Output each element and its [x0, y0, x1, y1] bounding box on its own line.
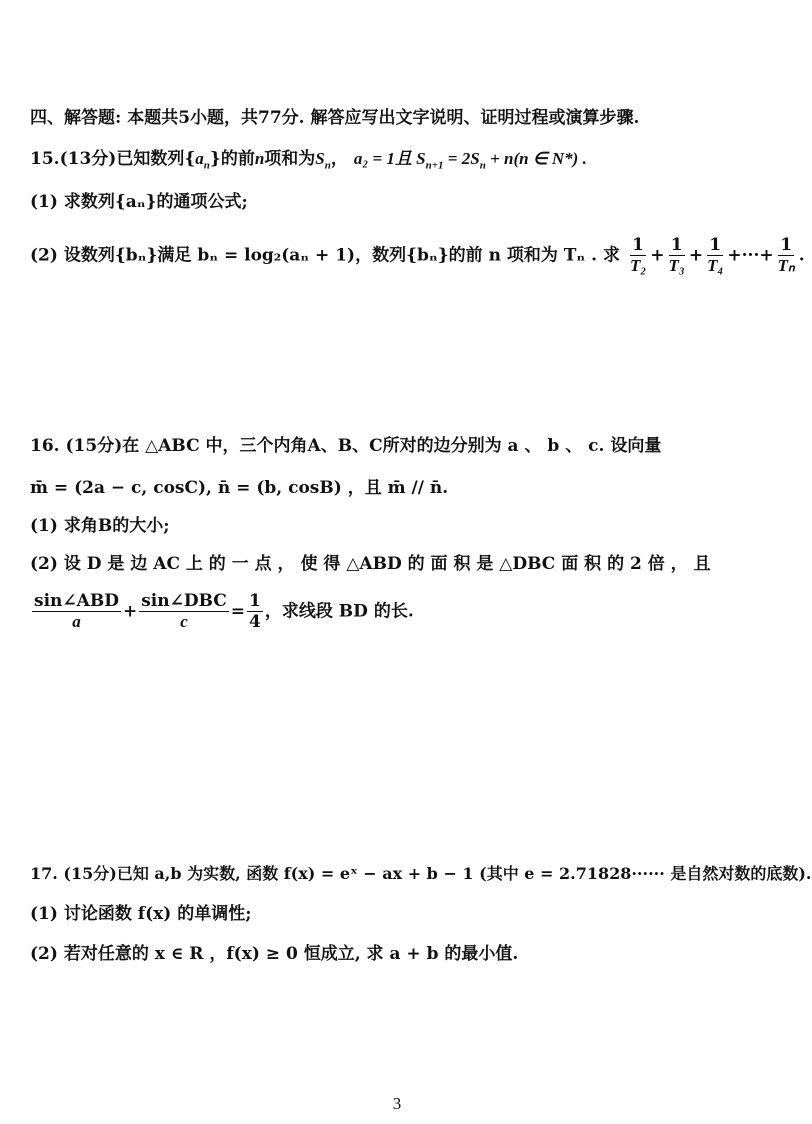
q15-condition-tail: + n(n ∈ N*) . — [485, 149, 587, 168]
q15-part2-text: (2) 设数列{bₙ}满足 bₙ = log₂(aₙ + 1)，数列{bₙ}的前 n 项和为 Tₙ . 求 — [30, 245, 621, 266]
q17-part2: (2) 若对任意的 x ∈ R ，f(x) ≥ 0 恒成立, 求 a + b 的最小值. — [30, 944, 519, 964]
page-number: 3 — [392, 1094, 402, 1113]
q16-line2: m̄ = (2a − c, cosC), n̄ = (b, cosB) ，且 m̄ // n̄. — [30, 478, 449, 498]
q15-points: (13分) — [59, 149, 117, 169]
q16-part2: (2) 设 D 是 边 AC 上 的 一 点 ， 使 得 △ABD 的 面 积 是 △DBC 面 积 的 2 倍 ， 且 — [30, 554, 711, 574]
q16-frac-dbc: $\frac{\text{sin∠DBC}}{c}$ — [141, 591, 227, 631]
q17-line1: 17. (15分)已知 a,b 为实数, 函数 f(x) = eˣ − ax + b − 1 (其中 e = 2.71828······ 是自然对数的底数). — [30, 864, 812, 883]
q16-part1: (1) 求角B的大小; — [30, 516, 170, 536]
q15-n: n — [254, 149, 265, 168]
q16-fraction-equation: $\frac{\text{sin∠ABD}}{a}$ + $\frac{\text{sin∠DBC}}{c}$ = $\frac{1}{4}$ ，求线段 BD 的长. — [34, 591, 414, 632]
q17-part1: (1) 讨论函数 f(x) 的单调性; — [30, 904, 252, 924]
q15-part2: (2) 设数列{bₙ}满足 bₙ = log₂(aₙ + 1)，数列{bₙ}的前 n 项和为 Tₙ . 求 $\frac{1}{\text{T₂}}$ + $\frac{1}{\text{T₃}}$ + $\frac{1}{\text{T₄}}$ +···+ $\frac{1}{\text{Tₙ}}$ . — [30, 235, 805, 275]
section-heading: 四、解答题: 本题共5小题，共77分. 解答应写出文字说明、证明过程或演算步骤. — [30, 108, 640, 128]
q15-condition-rest: = 2S — [443, 149, 480, 168]
q15-mid1: 的前 — [220, 149, 255, 169]
q16-frac-quarter: $\frac{1}{4}$ — [249, 591, 261, 632]
q15-frac-t3: $\frac{1}{\text{T₃}}$ — [668, 235, 685, 275]
q15-end: . — [798, 245, 805, 266]
q16-ask: ，求线段 BD 的长. — [264, 601, 414, 622]
q16-frac-abd: $\frac{\text{sin∠ABD}}{a}$ — [34, 591, 119, 631]
q16-line1: 16. (15分)在 △ABC 中，三个内角A、B、C所对的边分别为 a 、 b 、 c. 设向量 — [30, 436, 662, 456]
q15-frac-t4: $\frac{1}{\text{T₄}}$ — [707, 235, 724, 275]
q15-frac-tn: $\frac{1}{\text{Tₙ}}$ — [777, 235, 795, 275]
q15-mid2: 项和为 — [264, 149, 316, 169]
q15-part1: (1) 求数列{aₙ}的通项公式; — [30, 192, 248, 212]
q15-number: 15. — [30, 149, 60, 169]
q15-condition: a₂ = 1且 S — [353, 149, 426, 168]
q15-intro: 已知数列 — [116, 149, 185, 169]
q15-seq-a: a — [195, 149, 204, 168]
q15-frac-t2: $\frac{1}{\text{T₂}}$ — [629, 235, 647, 275]
q15-stem: 15.(13分)已知数列$\{a_n\}$的前n项和为$S_n$， a₂ = 1且 $S_{n+1} = 2S_n + n(n$ ∈ N*) . — [30, 149, 587, 172]
q15-frac-dots: +···+ — [727, 245, 774, 266]
